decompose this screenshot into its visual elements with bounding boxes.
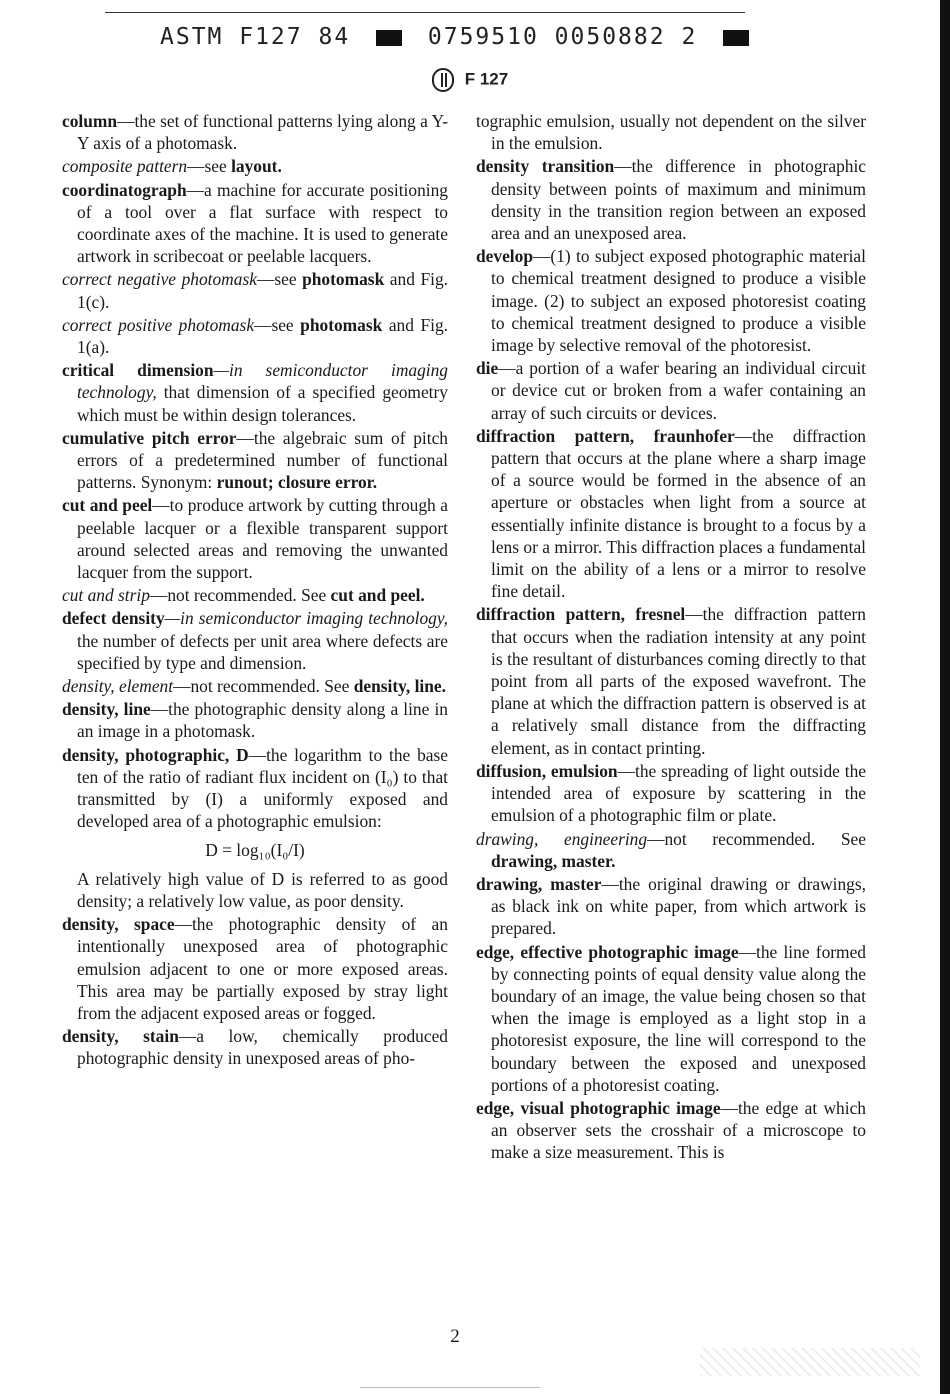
black-mark-icon bbox=[376, 30, 402, 46]
entry-definition: —see bbox=[254, 314, 301, 335]
entry-definition: —see bbox=[256, 269, 303, 290]
entry-definition: —the original drawing or drawings, as black ink on white paper, from which artwork is prepared. bbox=[491, 873, 866, 939]
entry-term: cumulative pitch error bbox=[62, 427, 237, 448]
entry-definition: —the diffraction pattern that occurs when the radiation intensity at any point is the resultant of disturbances coming directly to that point from all parts of the exposed wavefront. The plane at which the diffraction pattern is observed is at a relatively small distance from the diffracting element, as in contact printing. bbox=[491, 604, 866, 758]
entry-definition: —a portion of a wafer bearing an individual circuit or device cut or broken from a wafer containing an array of such circuits or devices. bbox=[491, 358, 866, 423]
entry-term: diffraction pattern, fraunhofer bbox=[476, 425, 735, 446]
left-column bbox=[62, 110, 448, 1071]
standard-designation bbox=[432, 68, 508, 92]
glossary-entry bbox=[476, 760, 866, 827]
entry-term: density, element bbox=[62, 676, 174, 697]
glossary-entry bbox=[476, 155, 866, 244]
entry-definition: —the edge at which an observer sets the crosshair of a microscope to make a size measurement. This is bbox=[491, 1097, 866, 1163]
entry-context: —in semiconductor imaging technology, bbox=[77, 360, 448, 403]
entry-term: coordinatograph bbox=[62, 179, 187, 200]
glossary-entry bbox=[62, 744, 448, 833]
glossary-entry bbox=[476, 425, 866, 603]
entry-definition: —the photographic density of an intentionally unexposed area of photographic emulsion adjacent to one or more exposed areas. This area may be partially exposed by stray light from the adjacent exposed areas or fogged. bbox=[77, 914, 448, 1023]
entry-term: correct positive photomask bbox=[62, 314, 255, 335]
entry-definition: —the algebraic sum of pitch errors of a predetermined number of functional patterns. Synonym: bbox=[77, 427, 448, 493]
glossary-entry bbox=[62, 584, 448, 606]
entry-reference: photomask bbox=[300, 314, 383, 335]
entry-reference: layout. bbox=[231, 156, 282, 177]
glossary-entry bbox=[62, 110, 448, 154]
entry-term: density, line bbox=[62, 699, 151, 720]
scan-artifact bbox=[360, 1387, 540, 1388]
glossary-entry bbox=[62, 179, 448, 268]
glossary-entry bbox=[62, 1025, 448, 1069]
entry-definition: —a machine for accurate positioning of a tool over a flat surface with respect to coordinate axes of the machine. It is used to generate artwork in scribecoat or peelable lacquers. bbox=[77, 179, 448, 267]
glossary-entry bbox=[62, 913, 448, 1024]
entry-definition: —the photographic density along a line in an image in a photomask. bbox=[77, 699, 448, 742]
entry-tail: and Fig. 1(c). bbox=[77, 269, 449, 312]
entry-term: drawing, engineering bbox=[476, 828, 648, 849]
entry-term: edge, effective photographic image bbox=[476, 941, 739, 962]
glossary-entry bbox=[62, 314, 448, 358]
glossary-entry bbox=[62, 268, 448, 312]
code-part-2: 0759510 0050882 2 bbox=[427, 24, 698, 50]
entry-definition: —the difference in photographic density between points of maximum and minimum density in the transition region between an exposed area and an unexposed area. bbox=[491, 156, 867, 244]
glossary-entry bbox=[62, 494, 448, 583]
glossary-entry bbox=[476, 603, 866, 758]
entry-term: die bbox=[476, 358, 499, 379]
entry-term: develop bbox=[476, 246, 534, 267]
entry-definition: the number of defects per unit area where defects are specified by type and dimension. bbox=[77, 630, 448, 673]
glossary-entry bbox=[476, 941, 866, 1096]
glossary-entry bbox=[62, 698, 448, 742]
entry-reference: drawing, master. bbox=[491, 850, 616, 871]
entry-context: —in semiconductor imaging technology, bbox=[164, 608, 448, 629]
density-note: A relatively high value of D is referred to as good density; a relatively low value, as poor density. bbox=[77, 868, 448, 911]
entry-term: density, photographic, D bbox=[62, 744, 249, 765]
entry-term: critical dimension bbox=[62, 360, 214, 381]
right-column bbox=[476, 110, 866, 1165]
entry-term: cut and peel bbox=[62, 495, 153, 516]
glossary-entry bbox=[476, 873, 866, 940]
entry-term: edge, visual photographic image bbox=[476, 1097, 721, 1118]
code-part-1: ASTM F127 84 bbox=[160, 24, 351, 50]
black-mark-icon bbox=[723, 30, 749, 46]
entry-definition: —(1) to subject exposed photographic material to chemical treatment designed to produce a visible image. (2) to subject an exposed photoresist coating to chemical treatment designed to produce a visible image by selective removal of the photoresist. bbox=[491, 246, 866, 356]
entry-definition: —the logarithm to the base ten of the ratio of radiant flux incident on (I₀) to that transmitted by (I) a uniformly exposed and developed area of a photographic emulsion: bbox=[77, 744, 448, 832]
entry-definition: —the line formed by connecting points of equal density value along the boundary of an image, the value being chosen so that when the image is employed as a light stop in a photoresist exposure, the line will correspond to the boundary between the exposed and unexposed portions of a photoresist coating. bbox=[491, 941, 866, 1095]
density-formula: D = log₁₀(I₀/I) bbox=[205, 839, 305, 860]
entry-definition: —not recommended. See bbox=[173, 676, 354, 697]
entry-term: column bbox=[62, 111, 118, 131]
entry-definition: that dimension of a specified geometry which must be within design tolerances. bbox=[77, 382, 448, 425]
entry-term: diffusion, emulsion bbox=[476, 760, 618, 781]
glossary-entry bbox=[476, 245, 866, 356]
entry-reference: density, line. bbox=[353, 676, 446, 697]
entry-term: density, space bbox=[62, 914, 175, 935]
entry-definition: —not recommended. See bbox=[149, 585, 331, 606]
entry-definition: tographic emulsion, usually not dependent on the silver in the emulsion. bbox=[476, 111, 866, 154]
glossary-entry bbox=[476, 357, 866, 424]
entry-term: composite pattern bbox=[62, 156, 188, 177]
astm-logo-icon bbox=[432, 68, 454, 92]
glossary-entry bbox=[476, 1097, 866, 1164]
glossary-entry bbox=[62, 607, 448, 674]
entry-term: density transition bbox=[476, 156, 615, 177]
glossary-entry bbox=[476, 110, 866, 154]
entry-term: density, stain bbox=[62, 1026, 179, 1047]
scan-edge-bar bbox=[940, 0, 950, 1394]
entry-term: defect density bbox=[62, 608, 165, 629]
entry-term: cut and strip bbox=[62, 585, 150, 606]
entry-term: correct negative photomask bbox=[62, 269, 257, 290]
entry-term: drawing, master bbox=[476, 873, 602, 894]
entry-definition: —to produce artwork by cutting through a peelable lacquer or a flexible transparent support around selected areas and removing the unwanted lacquer from the support. bbox=[77, 495, 449, 583]
entry-reference: cut and peel. bbox=[330, 585, 425, 606]
glossary-entry bbox=[62, 675, 448, 697]
header-rule bbox=[105, 12, 745, 13]
entry-definition: —not recommended. See bbox=[647, 828, 866, 849]
glossary-entry bbox=[476, 828, 866, 872]
entry-reference: photomask bbox=[302, 269, 385, 290]
entry-definition: —the spreading of light outside the intended area of exposure by scattering in the emulsion of a photographic film or plate. bbox=[491, 760, 866, 826]
entry-definition: —the set of functional patterns lying along a Y-Y axis of a photomask. bbox=[77, 111, 448, 154]
glossary-entry bbox=[62, 155, 448, 177]
standard-label: F 127 bbox=[464, 69, 509, 89]
entry-definition: —a low, chemically produced photographic density in unexposed areas of pho- bbox=[77, 1026, 448, 1069]
glossary-entry bbox=[62, 359, 448, 426]
entry-definition: —the diffraction pattern that occurs at the plane where a sharp image of a source would be formed in the absence of an aperture or obstacles when light from a source at essentially infinite distance is brought to a focus by a lens or a mirror. This diffraction places a fundamental limit on the ability of a lens or a mirror to resolve fine detail. bbox=[491, 425, 866, 602]
entry-term: diffraction pattern, fresnel bbox=[476, 604, 686, 625]
scan-artifact bbox=[700, 1348, 920, 1376]
document-code-header bbox=[160, 24, 760, 50]
glossary-entry bbox=[62, 427, 448, 494]
entry-reference: runout; closure error. bbox=[216, 472, 378, 493]
entry-tail: and Fig. 1(a). bbox=[77, 314, 448, 358]
page-number: 2 bbox=[450, 1326, 460, 1347]
entry-definition: —see bbox=[187, 156, 232, 177]
